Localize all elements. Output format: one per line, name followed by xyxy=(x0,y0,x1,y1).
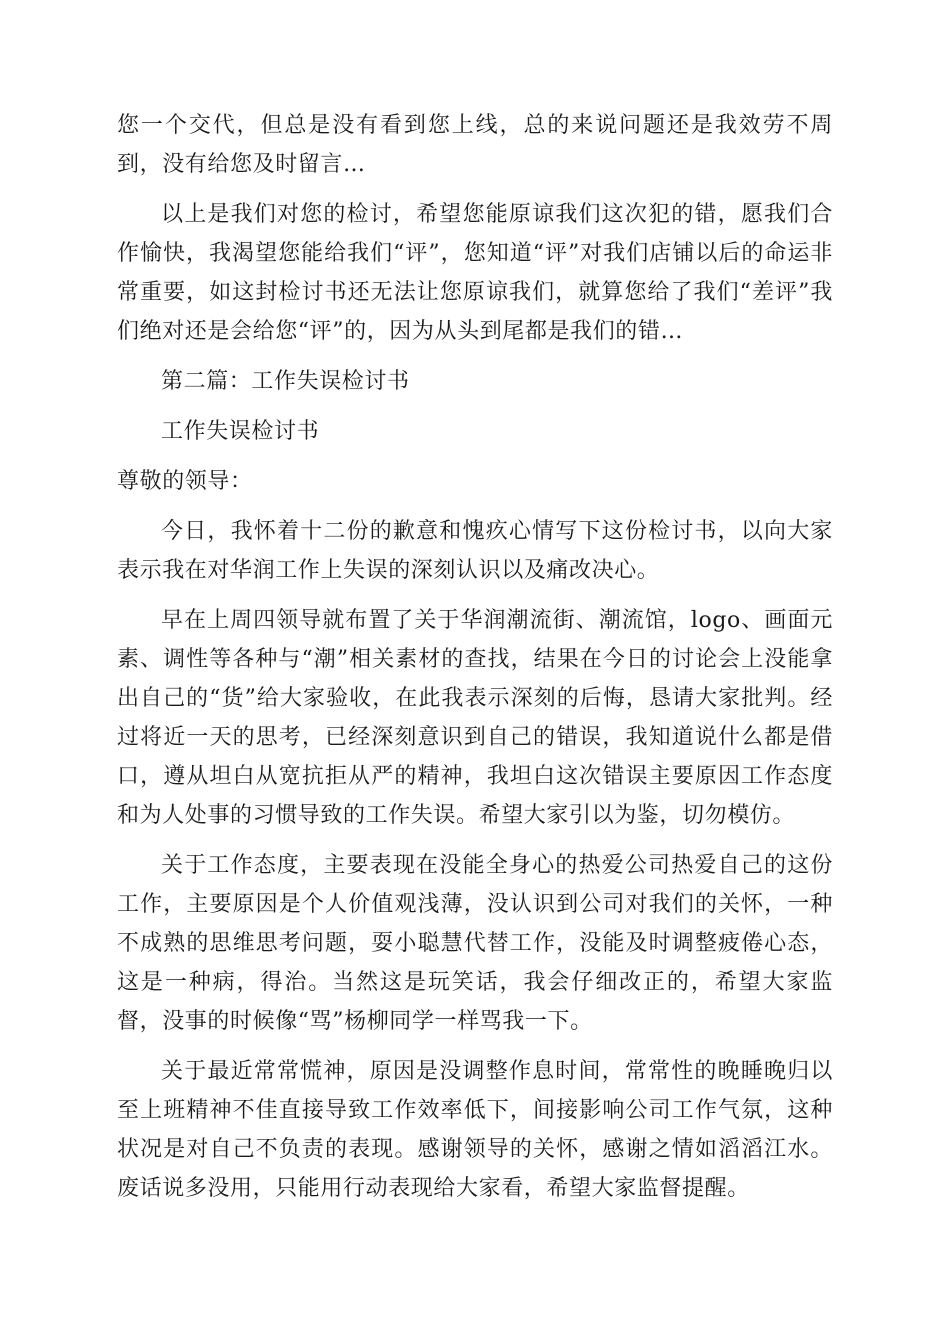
document-body xyxy=(117,106,833,1219)
salutation: 尊敬的领导： xyxy=(117,469,253,494)
paragraph-apology-closing: 以上是我们对您的检讨，希望您能原谅我们这次犯的错，愿我们合作愉快，我渴望您能给我们“评”，您知道“评”对我们店铺以后的命运非常重要，如这封检讨书还无法让您原谅我们，就算您给了我们“差评”我们绝对还是会给您“评”的，因为从头到尾都是我们的错… xyxy=(117,202,833,344)
paragraph-schedule: 关于最近常常慌神，原因是没调整作息时间，常常性的晚睡晚归以至上班精神不佳直接导致工作效率低下，间接影响公司工作气氛，这种状况是对自己不负责的表现。感谢领导的关怀，感谢之情如滔滔江水。废话说多没用，只能用行动表现给大家看，希望大家监督提醒。 xyxy=(117,1059,833,1201)
document-title: 工作失误检讨书 xyxy=(161,419,320,444)
paragraph-work-attitude: 关于工作态度，主要表现在没能全身心的热爱公司热爱自己的这份工作，主要原因是个人价值观浅薄，没认识到公司对我们的关怀，一种不成熟的思维思考问题，耍小聪慧代替工作，没能及时调整疲倦心态，这是一种病，得治。当然这是玩笑话，我会仔细改正的，希望大家监督，没事的时候像“骂”杨柳同学一样骂我一下。 xyxy=(117,853,833,1034)
section-heading: 第二篇：工作失误检讨书 xyxy=(161,369,410,394)
paragraph-continuation: 您一个交代，但总是没有看到您上线，总的来说问题还是我效劳不周到，没有给您及时留言… xyxy=(117,113,833,177)
paragraph-opening: 今日，我怀着十二份的歉意和愧疚心情写下这份检讨书，以向大家表示我在对华润工作上失误的深刻认识以及痛改决心。 xyxy=(117,519,833,583)
paragraph-background: 早在上周四领导就布置了关于华润潮流街、潮流馆，logo、画面元素、调性等各种与“潮”相关素材的查找，结果在今日的讨论会上没能拿出自己的“货”给大家验收，在此我表示深刻的后悔，恳请大家批判。经过将近一天的思考，已经深刻意识到自己的错误，我知道说什么都是借口，遵从坦白从宽抗拒从严的精神，我坦白这次错误主要原因工作态度和为人处事的习惯导致的工作失误。希望大家引以为鉴，切勿模仿。 xyxy=(117,608,833,828)
